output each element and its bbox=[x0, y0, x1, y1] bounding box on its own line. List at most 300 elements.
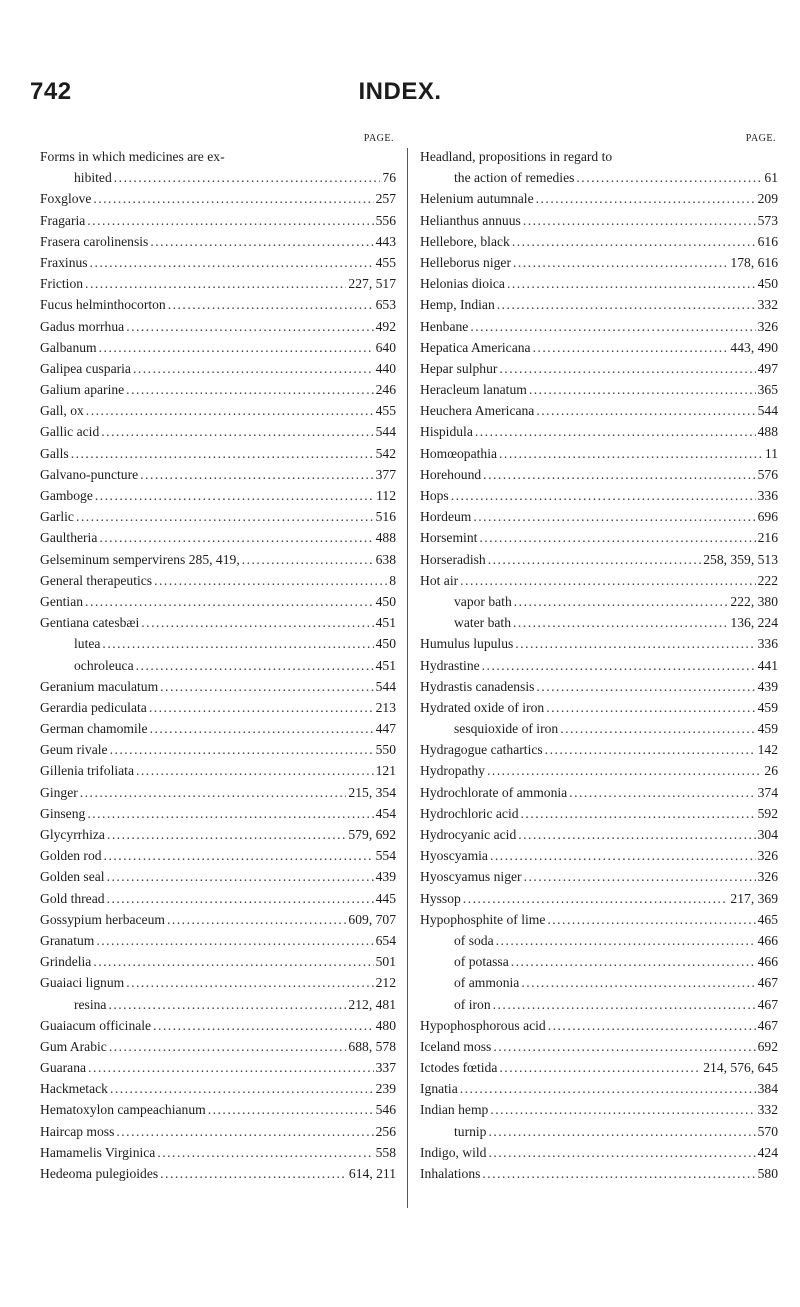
index-entry bbox=[420, 210, 778, 231]
entry-term: Hamamelis Virginica bbox=[40, 1144, 156, 1160]
index-subentry bbox=[420, 972, 778, 993]
index-entry bbox=[420, 845, 778, 866]
entry-page-refs: 497 bbox=[757, 360, 778, 376]
entry-page-refs: 332 bbox=[757, 1102, 778, 1118]
entry-term: Grindelia bbox=[40, 954, 92, 970]
entry-page-refs: 26 bbox=[764, 763, 778, 779]
page-label: PAGE. bbox=[745, 133, 776, 144]
leader-dots bbox=[107, 824, 347, 845]
leader-dots bbox=[80, 782, 347, 803]
column-divider bbox=[407, 148, 408, 1208]
leader-dots bbox=[99, 527, 373, 548]
entry-term: Hydrastine bbox=[420, 657, 480, 673]
entry-term: Haircap moss bbox=[40, 1123, 115, 1139]
entry-page-refs: 480 bbox=[375, 1017, 396, 1033]
leader-dots bbox=[482, 1163, 755, 1184]
leader-dots bbox=[133, 358, 374, 379]
entry-page-refs: 8 bbox=[389, 572, 396, 588]
index-entry bbox=[40, 803, 396, 824]
index-entry bbox=[40, 676, 396, 697]
entry-term: Iceland moss bbox=[420, 1038, 492, 1054]
index-entry bbox=[40, 824, 396, 845]
leader-dots bbox=[488, 549, 702, 570]
entry-page-refs: 11 bbox=[764, 445, 778, 461]
leader-dots bbox=[473, 506, 755, 527]
entry-page-refs: 61 bbox=[764, 170, 778, 186]
leader-dots bbox=[242, 549, 374, 570]
leader-dots bbox=[499, 358, 755, 379]
page-label: PAGE. bbox=[363, 133, 394, 144]
index-entry bbox=[420, 697, 778, 718]
entry-page-refs: 136, 224 bbox=[730, 615, 778, 631]
leader-dots bbox=[108, 994, 346, 1015]
leader-dots bbox=[90, 252, 374, 273]
entry-term: Hydrated oxide of iron bbox=[420, 699, 545, 715]
leader-dots bbox=[470, 316, 755, 337]
entry-page-refs: 443, 490 bbox=[730, 339, 778, 355]
index-entry bbox=[40, 210, 396, 231]
index-entry bbox=[40, 1142, 396, 1163]
index-entry bbox=[420, 782, 778, 803]
index-subentry bbox=[420, 612, 778, 633]
index-subentry bbox=[420, 994, 778, 1015]
entry-term: of ammonia bbox=[454, 975, 520, 991]
index-entry bbox=[40, 1078, 396, 1099]
entry-term: resina bbox=[74, 996, 107, 1012]
entry-page-refs: 501 bbox=[375, 954, 396, 970]
leader-dots bbox=[93, 188, 373, 209]
entry-page-refs: 326 bbox=[757, 318, 778, 334]
leader-dots bbox=[451, 485, 756, 506]
index-entry bbox=[420, 167, 778, 188]
entry-term: Geum rivale bbox=[40, 742, 108, 758]
entry-page-refs: 209 bbox=[757, 191, 778, 207]
index-entry bbox=[420, 421, 778, 442]
entry-page-refs: 454 bbox=[375, 805, 396, 821]
entry-page-refs: 178, 616 bbox=[730, 254, 778, 270]
entry-page-refs: 445 bbox=[375, 890, 396, 906]
entry-term: hibited bbox=[74, 170, 112, 186]
entry-page-refs: 546 bbox=[375, 1102, 396, 1118]
entry-term: Glycyrrhiza bbox=[40, 827, 105, 842]
entry-term: Fucus helminthocorton bbox=[40, 297, 166, 313]
entry-page-refs: 326 bbox=[757, 869, 778, 885]
index-entry bbox=[420, 824, 778, 845]
index-entry bbox=[420, 909, 778, 930]
index-entry bbox=[420, 888, 778, 909]
leader-dots bbox=[499, 1057, 701, 1078]
leader-dots bbox=[490, 845, 756, 866]
index-subentry bbox=[420, 1121, 778, 1142]
entry-page-refs: 516 bbox=[375, 509, 396, 525]
index-entry bbox=[40, 506, 396, 527]
index-entry bbox=[40, 697, 396, 718]
leader-dots bbox=[533, 337, 729, 358]
entry-page-refs: 466 bbox=[757, 954, 778, 970]
index-entry bbox=[40, 570, 396, 591]
index-entry bbox=[40, 358, 396, 379]
entry-term: Hackmetack bbox=[40, 1081, 108, 1097]
entry-page-refs: 451 bbox=[375, 657, 396, 673]
entry-page-refs: 227, 517 bbox=[348, 276, 396, 292]
entry-page-refs: 488 bbox=[757, 424, 778, 440]
entry-page-refs: 377 bbox=[375, 466, 396, 482]
entry-page-refs: 544 bbox=[375, 678, 396, 694]
entry-page-refs: 451 bbox=[375, 615, 396, 631]
leader-dots bbox=[140, 464, 373, 485]
leader-dots bbox=[86, 400, 374, 421]
entry-page-refs: 212 bbox=[375, 975, 396, 991]
leader-dots bbox=[85, 591, 374, 612]
leader-dots bbox=[136, 655, 374, 676]
leader-dots bbox=[149, 697, 374, 718]
entry-term: Gum Arabic bbox=[40, 1038, 107, 1054]
entry-page-refs: 688, 578 bbox=[348, 1038, 396, 1054]
entry-term: Horseradish bbox=[420, 551, 486, 567]
leader-dots bbox=[536, 676, 755, 697]
index-entry bbox=[420, 866, 778, 887]
index-entry-heading: Headland, propositions in regard to bbox=[420, 149, 613, 164]
entry-term: Galium aparine bbox=[40, 382, 125, 398]
entry-page-refs: 653 bbox=[375, 297, 396, 313]
entry-term: Hops bbox=[420, 488, 449, 503]
leader-dots bbox=[521, 972, 755, 993]
leader-dots bbox=[482, 655, 756, 676]
entry-term: Heuchera Americana bbox=[420, 403, 535, 419]
leader-dots bbox=[114, 167, 381, 188]
leader-dots bbox=[154, 570, 387, 591]
entry-term: of potassa bbox=[454, 954, 509, 970]
leader-dots bbox=[546, 697, 755, 718]
leader-dots bbox=[104, 845, 374, 866]
entry-page-refs: 424 bbox=[757, 1144, 778, 1160]
entry-page-refs: 222, 380 bbox=[730, 593, 778, 609]
entry-term: Helianthus annuus bbox=[420, 212, 521, 228]
entry-term: Hedeoma pulegioides bbox=[40, 1166, 159, 1181]
leader-dots bbox=[487, 760, 762, 781]
entry-page-refs: 214, 576, 645 bbox=[703, 1060, 778, 1076]
entry-page-refs: 576 bbox=[757, 466, 778, 482]
entry-page-refs: 580 bbox=[757, 1166, 778, 1181]
index-subentry bbox=[40, 633, 396, 654]
leader-dots bbox=[529, 379, 756, 400]
leader-dots bbox=[512, 231, 756, 252]
index-entry bbox=[40, 167, 396, 188]
entry-term: of soda bbox=[454, 932, 494, 948]
entry-term: Horsemint bbox=[420, 530, 478, 546]
index-entry bbox=[420, 485, 778, 506]
entry-term: Hyoscyamia bbox=[420, 848, 488, 864]
leader-dots bbox=[576, 167, 762, 188]
entry-page-refs: 609, 707 bbox=[348, 911, 396, 927]
entry-page-refs: 455 bbox=[375, 403, 396, 419]
entry-page-refs: 544 bbox=[757, 403, 778, 419]
index-entry bbox=[40, 188, 396, 209]
index-entry bbox=[420, 273, 778, 294]
index-entry bbox=[420, 506, 778, 527]
leader-dots bbox=[99, 337, 374, 358]
leader-dots bbox=[569, 782, 755, 803]
entry-term: Guarana bbox=[40, 1060, 87, 1076]
leader-dots bbox=[488, 1142, 755, 1163]
leader-dots bbox=[536, 188, 756, 209]
index-entry bbox=[420, 527, 778, 548]
entry-term: Humulus lupulus bbox=[420, 636, 514, 652]
index-entry bbox=[420, 316, 778, 337]
leader-dots bbox=[479, 527, 755, 548]
entry-term: Hypophosphite of lime bbox=[420, 911, 546, 927]
entry-term: Indian hemp bbox=[420, 1102, 489, 1118]
entry-term: Hispidula bbox=[420, 424, 473, 440]
entry-page-refs: 440 bbox=[375, 360, 396, 376]
entry-term: water bath bbox=[454, 615, 511, 631]
entry-term: lutea bbox=[74, 636, 101, 652]
entry-page-refs: 573 bbox=[757, 212, 778, 228]
entry-term: Hydropathy bbox=[420, 763, 485, 779]
entry-page-refs: 692 bbox=[757, 1038, 778, 1054]
entry-term: Golden rod bbox=[40, 848, 102, 864]
entry-term: Hepar sulphur bbox=[420, 360, 498, 376]
leader-dots bbox=[208, 1099, 374, 1120]
leader-dots bbox=[515, 633, 755, 654]
index-entry bbox=[40, 316, 396, 337]
entry-term: Galls bbox=[40, 445, 69, 461]
entry-term: Hordeum bbox=[420, 509, 472, 525]
entry-term: Gerardia pediculata bbox=[40, 699, 147, 715]
entry-term: Helleborus niger bbox=[420, 254, 511, 270]
entry-page-refs: 542 bbox=[375, 445, 396, 461]
entry-page-refs: 374 bbox=[757, 784, 778, 800]
entry-term: Hepatica Americana bbox=[420, 339, 531, 355]
leader-dots bbox=[150, 718, 374, 739]
index-entry bbox=[420, 252, 778, 273]
index-entry bbox=[40, 591, 396, 612]
entry-term: Horehound bbox=[420, 466, 482, 482]
index-entry bbox=[40, 718, 396, 739]
entry-term: vapor bath bbox=[454, 593, 512, 609]
leader-dots bbox=[507, 273, 756, 294]
entry-term: Ictodes fœtida bbox=[420, 1060, 498, 1076]
entry-page-refs: 336 bbox=[757, 636, 778, 652]
index-entry bbox=[40, 421, 396, 442]
index-entry bbox=[420, 760, 778, 781]
entry-term: Indigo, wild bbox=[420, 1144, 487, 1160]
entry-page-refs: 257 bbox=[375, 191, 396, 207]
entry-term: Heracleum lanatum bbox=[420, 382, 527, 398]
leader-dots bbox=[101, 421, 373, 442]
entry-page-refs: 256 bbox=[375, 1123, 396, 1139]
entry-term: Galipea cusparia bbox=[40, 360, 131, 376]
leader-dots bbox=[95, 485, 374, 506]
index-entry bbox=[420, 803, 778, 824]
entry-term: Helenium autumnale bbox=[420, 191, 534, 207]
leader-dots bbox=[496, 930, 756, 951]
entry-page-refs: 466 bbox=[757, 932, 778, 948]
leader-dots bbox=[490, 1099, 755, 1120]
entry-term: Fraxinus bbox=[40, 254, 88, 270]
index-subentry bbox=[420, 718, 778, 739]
entry-page-refs: 638 bbox=[375, 551, 396, 567]
entry-term: Gelseminum sempervirens 285, 419, bbox=[40, 551, 240, 567]
leader-dots bbox=[548, 1015, 756, 1036]
leader-dots bbox=[71, 443, 374, 464]
index-entry bbox=[420, 1036, 778, 1057]
index-entry bbox=[420, 358, 778, 379]
entry-term: Golden seal bbox=[40, 869, 105, 885]
entry-term: Hydrocyanic acid bbox=[420, 827, 517, 842]
leader-dots bbox=[87, 210, 373, 231]
leader-dots bbox=[483, 464, 755, 485]
entry-term: Helonias dioica bbox=[420, 276, 505, 292]
index-column-left bbox=[40, 133, 396, 1184]
entry-page-refs: 365 bbox=[757, 382, 778, 398]
entry-term: ochroleuca bbox=[74, 657, 134, 673]
entry-page-refs: 337 bbox=[375, 1060, 396, 1076]
entry-term: Hellebore, black bbox=[420, 233, 510, 249]
entry-page-refs: 654 bbox=[375, 932, 396, 948]
entry-page-refs: 492 bbox=[375, 318, 396, 334]
leader-dots bbox=[110, 1078, 374, 1099]
index-entry bbox=[420, 443, 778, 464]
entry-term: Hot air bbox=[420, 572, 459, 588]
entry-term: Geranium maculatum bbox=[40, 678, 159, 694]
entry-term: Hydragogue cathartics bbox=[420, 742, 543, 758]
entry-term: General therapeutics bbox=[40, 572, 153, 588]
entry-page-refs: 550 bbox=[375, 742, 396, 758]
index-entry bbox=[40, 782, 396, 803]
index-entry bbox=[40, 866, 396, 887]
index-entry bbox=[40, 951, 396, 972]
entry-term: Gaultheria bbox=[40, 530, 98, 546]
index-entry bbox=[40, 909, 396, 930]
entry-term: Gall, ox bbox=[40, 403, 84, 419]
entry-page-refs: 544 bbox=[375, 424, 396, 440]
leader-dots bbox=[153, 1015, 374, 1036]
index-entry bbox=[40, 612, 396, 633]
entry-page-refs: 450 bbox=[375, 593, 396, 609]
entry-term: Ginger bbox=[40, 784, 78, 800]
leader-dots bbox=[85, 273, 346, 294]
index-subentry bbox=[420, 930, 778, 951]
leader-dots bbox=[511, 951, 756, 972]
entry-page-refs: 614, 211 bbox=[348, 1166, 396, 1181]
leader-dots bbox=[157, 1142, 373, 1163]
entry-term: Ginseng bbox=[40, 805, 86, 821]
leader-dots bbox=[160, 1163, 347, 1184]
leader-dots bbox=[88, 1057, 374, 1078]
index-entry bbox=[40, 379, 396, 400]
leader-dots bbox=[521, 803, 756, 824]
entry-term: Hemp, Indian bbox=[420, 297, 495, 313]
entry-page-refs: 467 bbox=[757, 1017, 778, 1033]
index-entry bbox=[420, 655, 778, 676]
index-entry bbox=[40, 1099, 396, 1120]
entry-term: Hematoxylon campeachianum bbox=[40, 1102, 206, 1118]
page-title: INDEX. bbox=[358, 78, 442, 105]
index-entry bbox=[420, 1078, 778, 1099]
page-number: 742 bbox=[30, 78, 72, 105]
entry-term: turnip bbox=[454, 1123, 487, 1139]
entry-page-refs: 439 bbox=[375, 869, 396, 885]
index-entry bbox=[40, 464, 396, 485]
entry-page-refs: 76 bbox=[382, 170, 396, 186]
entry-term: Foxglove bbox=[40, 191, 92, 207]
index-subentry bbox=[420, 591, 778, 612]
leader-dots bbox=[126, 972, 373, 993]
leader-dots bbox=[524, 866, 756, 887]
index-entry bbox=[420, 570, 778, 591]
entry-term: Inhalations bbox=[420, 1166, 481, 1181]
entry-page-refs: 616 bbox=[757, 233, 778, 249]
leader-dots bbox=[513, 252, 728, 273]
index-entry bbox=[420, 400, 778, 421]
leader-dots bbox=[110, 739, 374, 760]
index-subentry bbox=[40, 994, 396, 1015]
leader-dots bbox=[107, 888, 374, 909]
entry-term: Gillenia trifoliata bbox=[40, 763, 134, 779]
entry-page-refs: 488 bbox=[375, 530, 396, 546]
entry-term: Galbanum bbox=[40, 339, 97, 355]
leader-dots bbox=[523, 210, 756, 231]
index-entry bbox=[420, 1015, 778, 1036]
entry-page-refs: 222 bbox=[757, 572, 778, 588]
leader-dots bbox=[488, 1121, 755, 1142]
entry-page-refs: 304 bbox=[757, 827, 778, 842]
entry-page-refs: 465 bbox=[757, 911, 778, 927]
entry-page-refs: 450 bbox=[375, 636, 396, 652]
entry-term: Gadus morrhua bbox=[40, 318, 125, 334]
index-entry bbox=[40, 400, 396, 421]
entry-term: Galvano-puncture bbox=[40, 466, 139, 482]
leader-dots bbox=[168, 294, 374, 315]
entry-page-refs: 336 bbox=[757, 488, 778, 503]
entry-page-refs: 212, 481 bbox=[348, 996, 396, 1012]
leader-dots bbox=[545, 739, 756, 760]
entry-term: Frasera carolinensis bbox=[40, 233, 149, 249]
leader-dots bbox=[547, 909, 755, 930]
index-entry bbox=[420, 549, 778, 570]
entry-term: Fragaria bbox=[40, 212, 86, 228]
index-entry bbox=[40, 443, 396, 464]
entry-term: Hyssop bbox=[420, 890, 461, 906]
leader-dots bbox=[167, 909, 346, 930]
index-entry bbox=[420, 739, 778, 760]
leader-dots bbox=[513, 612, 728, 633]
entry-page-refs: 467 bbox=[757, 996, 778, 1012]
entry-page-refs: 215, 354 bbox=[348, 784, 396, 800]
entry-term: Homœopathia bbox=[420, 445, 498, 461]
leader-dots bbox=[536, 400, 755, 421]
leader-dots bbox=[76, 506, 374, 527]
index-entry bbox=[420, 188, 778, 209]
index-entry bbox=[40, 1036, 396, 1057]
index-entry bbox=[40, 252, 396, 273]
leader-dots bbox=[475, 421, 756, 442]
leader-dots bbox=[518, 824, 755, 845]
leader-dots bbox=[93, 951, 373, 972]
entry-page-refs: 640 bbox=[375, 339, 396, 355]
leader-dots bbox=[463, 888, 729, 909]
entry-term: Gentian bbox=[40, 593, 84, 609]
index-entry bbox=[40, 231, 396, 252]
entry-term: Gentiana catesbæi bbox=[40, 615, 140, 631]
index-entry bbox=[40, 1015, 396, 1036]
entry-term: Guaiaci lignum bbox=[40, 975, 125, 991]
entry-page-refs: 217, 369 bbox=[730, 890, 778, 906]
index-entry bbox=[420, 676, 778, 697]
leader-dots bbox=[141, 612, 373, 633]
entry-page-refs: 326 bbox=[757, 848, 778, 864]
